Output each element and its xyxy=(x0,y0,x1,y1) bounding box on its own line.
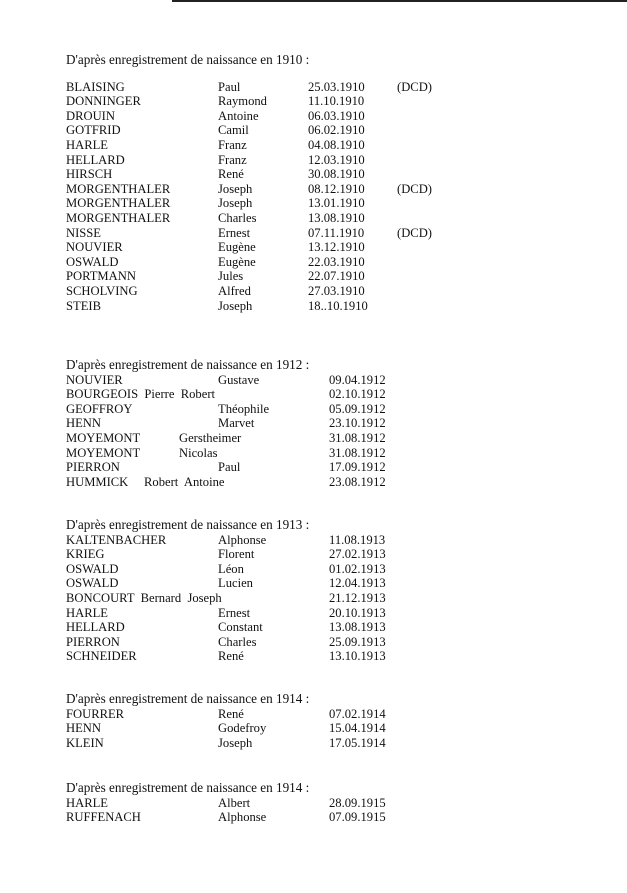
first-name: Paul xyxy=(218,79,241,94)
surname: KALTENBACHER xyxy=(66,532,167,547)
surname: MORGENTHALER xyxy=(66,210,171,225)
list-item xyxy=(66,284,586,299)
list-item xyxy=(66,810,586,825)
first-name: Camil xyxy=(218,123,249,138)
section-heading: D'après enregistrement de naissance en 1912 : xyxy=(66,357,310,372)
section-1913 xyxy=(66,518,586,664)
deceased-note: (DCD) xyxy=(397,225,432,240)
first-name: Paul xyxy=(218,460,241,475)
full-name: HUMMICK Robert Antoine xyxy=(66,474,225,489)
top-rule xyxy=(172,0,627,2)
first-name: Alphonse xyxy=(218,532,267,547)
full-name: BOURGEOIS Pierre Robert xyxy=(66,387,216,402)
surname: SCHNEIDER xyxy=(66,649,137,664)
birth-date: 31.08.1912 xyxy=(329,430,386,445)
list-item xyxy=(66,182,586,197)
surname: KRIEG xyxy=(66,547,105,562)
first-name: Eugène xyxy=(218,254,256,269)
surname: STEIB xyxy=(66,298,101,313)
birth-date: 15.04.1914 xyxy=(329,721,386,736)
first-name: Ernest xyxy=(218,225,251,240)
birth-date: 22.03.1910 xyxy=(308,254,365,269)
first-name: Lucien xyxy=(218,576,253,591)
first-name: Gerstheimer xyxy=(179,430,242,445)
list-item xyxy=(66,576,586,591)
birth-date: 25.03.1910 xyxy=(308,79,365,94)
list-item xyxy=(66,211,586,226)
list-item xyxy=(66,387,586,402)
birth-date: 13.10.1913 xyxy=(329,649,386,664)
list-item xyxy=(66,721,586,736)
surname: DONNINGER xyxy=(66,94,141,109)
first-name: Théophile xyxy=(218,401,270,416)
list-item xyxy=(66,153,586,168)
surname: HELLARD xyxy=(66,620,125,635)
birth-date: 06.03.1910 xyxy=(308,108,365,123)
list-item xyxy=(66,475,586,490)
surname: PORTMANN xyxy=(66,269,136,284)
birth-date: 13.08.1910 xyxy=(308,210,365,225)
list-item xyxy=(66,431,586,446)
birth-date: 31.08.1912 xyxy=(329,445,386,460)
section-1914-second xyxy=(66,781,586,825)
first-name: Eugène xyxy=(218,240,256,255)
first-name: Alfred xyxy=(218,283,251,298)
birth-date: 27.03.1910 xyxy=(308,283,365,298)
list-item xyxy=(66,620,586,635)
surname: NOUVIER xyxy=(66,240,123,255)
birth-date: 25.09.1913 xyxy=(329,634,386,649)
birth-date: 06.02.1910 xyxy=(308,123,365,138)
surname: HENN xyxy=(66,721,101,736)
birth-date: 23.10.1912 xyxy=(329,416,386,431)
surname: GOTFRID xyxy=(66,123,121,138)
surname: SCHOLVING xyxy=(66,283,138,298)
surname: HELLARD xyxy=(66,152,125,167)
list-item xyxy=(66,416,586,431)
first-name: Florent xyxy=(218,547,255,562)
first-name: Ernest xyxy=(218,605,251,620)
surname: HARLE xyxy=(66,605,108,620)
list-item xyxy=(66,269,586,284)
surname: HIRSCH xyxy=(66,167,113,182)
list-item xyxy=(66,167,586,182)
birth-date: 07.11.1910 xyxy=(308,225,365,240)
section-1912 xyxy=(66,358,586,489)
surname: GEOFFROY xyxy=(66,401,133,416)
first-name: Joseph xyxy=(218,181,253,196)
first-name: Joseph xyxy=(218,196,253,211)
list-item xyxy=(66,402,586,417)
first-name: Charles xyxy=(218,210,257,225)
first-name: Charles xyxy=(218,634,257,649)
surname: HARLE xyxy=(66,795,108,810)
section-heading: D'après enregistrement de naissance en 1913 : xyxy=(66,517,310,532)
first-name: Jules xyxy=(218,269,244,284)
birth-date: 27.02.1913 xyxy=(329,547,386,562)
birth-date: 01.02.1913 xyxy=(329,561,386,576)
surname: RUFFENACH xyxy=(66,810,141,825)
list-item xyxy=(66,299,586,314)
birth-date: 12.03.1910 xyxy=(308,152,365,167)
list-item xyxy=(66,562,586,577)
list-item xyxy=(66,707,586,722)
first-name: Godefroy xyxy=(218,721,267,736)
first-name: Franz xyxy=(218,152,247,167)
birth-date: 08.12.1910 xyxy=(308,181,365,196)
surname: MORGENTHALER xyxy=(66,196,171,211)
deceased-note: (DCD) xyxy=(397,181,432,196)
list-item xyxy=(66,138,586,153)
birth-date: 12.04.1913 xyxy=(329,576,386,591)
birth-date: 22.07.1910 xyxy=(308,269,365,284)
surname: PIERRON xyxy=(66,460,120,475)
section-heading: D'après enregistrement de naissance en 1910 : xyxy=(66,52,310,67)
surname: HENN xyxy=(66,416,101,431)
first-name: Constant xyxy=(218,620,263,635)
birth-date: 09.04.1912 xyxy=(329,372,386,387)
first-name: Léon xyxy=(218,561,244,576)
surname: OSWALD xyxy=(66,254,119,269)
first-name: René xyxy=(218,649,244,664)
surname: NOUVIER xyxy=(66,372,123,387)
birth-date: 20.10.1913 xyxy=(329,605,386,620)
first-name: Nicolas xyxy=(179,445,218,460)
list-item xyxy=(66,649,586,664)
list-item xyxy=(66,80,586,95)
list-item xyxy=(66,736,586,751)
birth-date: 18..10.1910 xyxy=(308,298,368,313)
surname: FOURRER xyxy=(66,706,125,721)
birth-date: 11.08.1913 xyxy=(329,532,386,547)
birth-date: 30.08.1910 xyxy=(308,167,365,182)
surname: DROUIN xyxy=(66,108,115,123)
first-name: Joseph xyxy=(218,735,253,750)
list-item xyxy=(66,226,586,241)
list-item xyxy=(66,460,586,475)
birth-date: 13.12.1910 xyxy=(308,240,365,255)
list-item xyxy=(66,196,586,211)
deceased-note: (DCD) xyxy=(397,79,432,94)
birth-date: 28.09.1915 xyxy=(329,795,386,810)
list-item xyxy=(66,591,586,606)
surname: HARLE xyxy=(66,137,108,152)
first-name: Joseph xyxy=(218,298,253,313)
list-item xyxy=(66,240,586,255)
surname: MOYEMONT xyxy=(66,445,141,460)
birth-date: 17.05.1914 xyxy=(329,735,386,750)
first-name: Albert xyxy=(218,795,251,810)
surname: MORGENTHALER xyxy=(66,181,171,196)
full-name: BONCOURT Bernard Joseph xyxy=(66,590,222,605)
section-heading: D'après enregistrement de naissance en 1914 : xyxy=(66,691,310,706)
birth-date: 02.10.1912 xyxy=(329,387,386,402)
surname: OSWALD xyxy=(66,576,119,591)
first-name: Antoine xyxy=(218,108,259,123)
section-1910 xyxy=(66,53,586,313)
first-name: Alphonse xyxy=(218,810,267,825)
section-1914 xyxy=(66,692,586,750)
surname: PIERRON xyxy=(66,634,120,649)
first-name: Gustave xyxy=(218,372,260,387)
list-item xyxy=(66,796,586,811)
list-item xyxy=(66,547,586,562)
birth-date: 07.02.1914 xyxy=(329,706,386,721)
list-item xyxy=(66,606,586,621)
surname: KLEIN xyxy=(66,735,104,750)
birth-date: 23.08.1912 xyxy=(329,474,386,489)
surname: OSWALD xyxy=(66,561,119,576)
birth-date: 17.09.1912 xyxy=(329,460,386,475)
birth-date: 04.08.1910 xyxy=(308,137,365,152)
list-item xyxy=(66,109,586,124)
birth-date: 13.08.1913 xyxy=(329,620,386,635)
list-item xyxy=(66,533,586,548)
list-item xyxy=(66,446,586,461)
birth-date: 11.10.1910 xyxy=(308,94,365,109)
surname: MOYEMONT xyxy=(66,430,141,445)
surname: NISSE xyxy=(66,225,101,240)
birth-date: 21.12.1913 xyxy=(329,590,386,605)
list-item xyxy=(66,635,586,650)
list-item xyxy=(66,373,586,388)
list-item xyxy=(66,94,586,109)
first-name: Franz xyxy=(218,137,247,152)
surname: BLAISING xyxy=(66,79,125,94)
section-heading: D'après enregistrement de naissance en 1914 : xyxy=(66,780,310,795)
first-name: René xyxy=(218,167,244,182)
first-name: Raymond xyxy=(218,94,267,109)
birth-date: 07.09.1915 xyxy=(329,810,386,825)
birth-date: 13.01.1910 xyxy=(308,196,365,211)
list-item xyxy=(66,123,586,138)
first-name: René xyxy=(218,706,244,721)
first-name: Marvet xyxy=(218,416,255,431)
list-item xyxy=(66,255,586,270)
birth-date: 05.09.1912 xyxy=(329,401,386,416)
